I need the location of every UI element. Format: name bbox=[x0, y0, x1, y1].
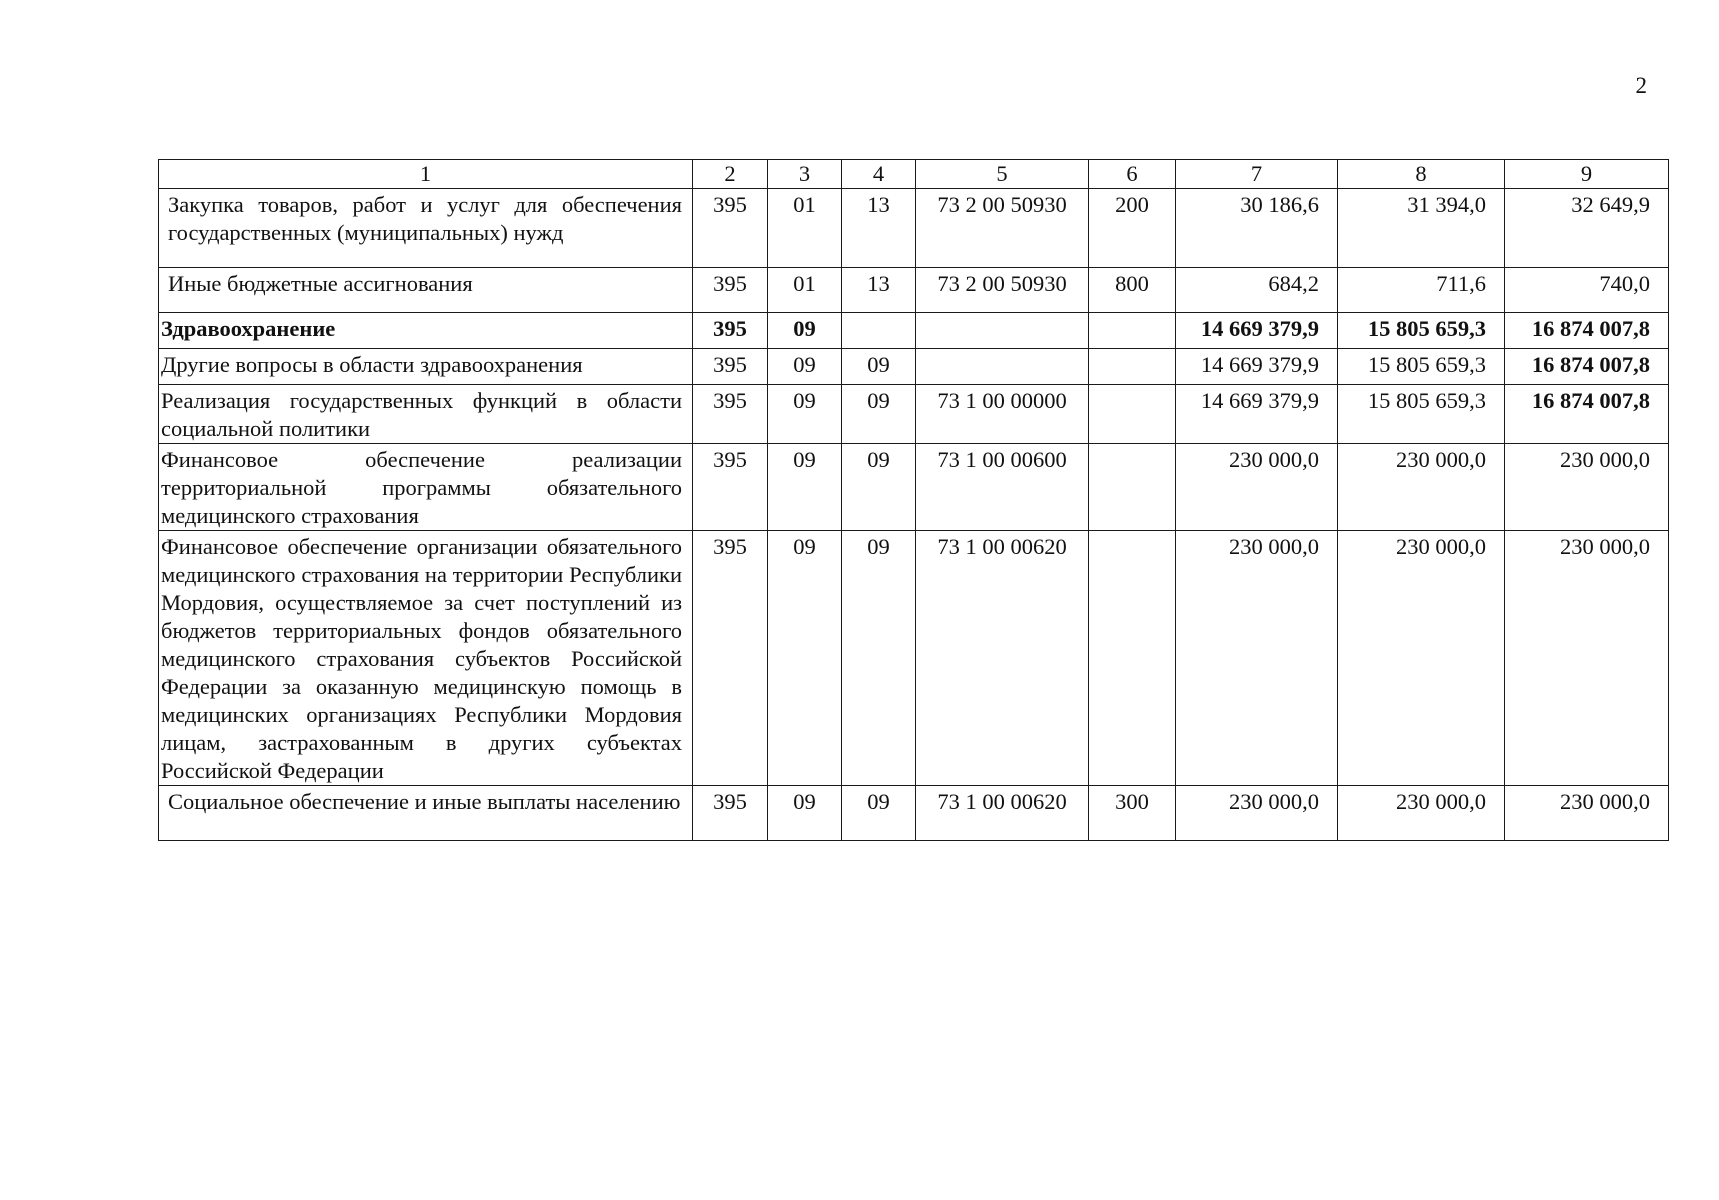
cell-ministry: 395 bbox=[693, 385, 768, 444]
header-cell-9: 9 bbox=[1505, 160, 1669, 189]
cell-amount-8: 230 000,0 bbox=[1338, 786, 1505, 841]
cell-expense-type: 300 bbox=[1089, 786, 1176, 841]
cell-amount-8: 230 000,0 bbox=[1338, 531, 1505, 786]
cell-amount-7: 230 000,0 bbox=[1176, 531, 1338, 786]
cell-ministry: 395 bbox=[693, 268, 768, 313]
cell-section: 09 bbox=[768, 444, 842, 531]
cell-amount-7: 30 186,6 bbox=[1176, 189, 1338, 268]
header-cell-3: 3 bbox=[768, 160, 842, 189]
cell-amount-8: 711,6 bbox=[1338, 268, 1505, 313]
cell-expense-type: 200 bbox=[1089, 189, 1176, 268]
cell-subsection: 09 bbox=[842, 444, 916, 531]
cell-amount-9: 16 874 007,8 bbox=[1505, 385, 1669, 444]
cell-ministry: 395 bbox=[693, 531, 768, 786]
row-name: Реализация государственных функций в области социальной политики bbox=[159, 385, 693, 444]
table-row bbox=[159, 786, 1669, 841]
header-cell-2: 2 bbox=[693, 160, 768, 189]
cell-expense-type bbox=[1089, 313, 1176, 349]
cell-subsection: 09 bbox=[842, 786, 916, 841]
cell-amount-9: 16 874 007,8 bbox=[1505, 313, 1669, 349]
cell-ministry: 395 bbox=[693, 786, 768, 841]
cell-amount-8: 31 394,0 bbox=[1338, 189, 1505, 268]
row-name: Другие вопросы в области здравоохранения bbox=[159, 349, 693, 385]
page-number: 2 bbox=[1635, 73, 1647, 98]
cell-section: 01 bbox=[768, 268, 842, 313]
header-cell-1: 1 bbox=[159, 160, 693, 189]
cell-section: 09 bbox=[768, 313, 842, 349]
cell-section: 09 bbox=[768, 349, 842, 385]
table-row bbox=[159, 531, 1669, 786]
cell-section: 01 bbox=[768, 189, 842, 268]
cell-amount-8: 15 805 659,3 bbox=[1338, 349, 1505, 385]
cell-expense-type bbox=[1089, 385, 1176, 444]
budget-table bbox=[158, 159, 1669, 841]
cell-target-article: 73 2 00 50930 bbox=[916, 189, 1089, 268]
cell-section: 09 bbox=[768, 531, 842, 786]
cell-amount-8: 230 000,0 bbox=[1338, 444, 1505, 531]
cell-amount-9: 740,0 bbox=[1505, 268, 1669, 313]
cell-ministry: 395 bbox=[693, 349, 768, 385]
header-cell-5: 5 bbox=[916, 160, 1089, 189]
cell-target-article: 73 1 00 00600 bbox=[916, 444, 1089, 531]
cell-amount-9: 32 649,9 bbox=[1505, 189, 1669, 268]
cell-target-article: 73 1 00 00620 bbox=[916, 786, 1089, 841]
cell-subsection: 13 bbox=[842, 268, 916, 313]
row-name: Финансовое обеспечение реализации территориальной программы обязательного медицинского страхования bbox=[159, 444, 693, 531]
cell-expense-type: 800 bbox=[1089, 268, 1176, 313]
table-row bbox=[159, 444, 1669, 531]
cell-subsection: 09 bbox=[842, 531, 916, 786]
row-name: Закупка товаров, работ и услуг для обеспечения государственных (муниципальных) нужд bbox=[159, 189, 693, 268]
cell-expense-type bbox=[1089, 444, 1176, 531]
cell-ministry: 395 bbox=[693, 444, 768, 531]
cell-amount-8: 15 805 659,3 bbox=[1338, 313, 1505, 349]
cell-amount-9: 16 874 007,8 bbox=[1505, 349, 1669, 385]
cell-ministry: 395 bbox=[693, 189, 768, 268]
cell-amount-7: 230 000,0 bbox=[1176, 786, 1338, 841]
header-row bbox=[159, 160, 1669, 189]
cell-amount-7: 684,2 bbox=[1176, 268, 1338, 313]
cell-subsection: 09 bbox=[842, 349, 916, 385]
header-cell-8: 8 bbox=[1338, 160, 1505, 189]
cell-amount-9: 230 000,0 bbox=[1505, 531, 1669, 786]
cell-amount-9: 230 000,0 bbox=[1505, 444, 1669, 531]
cell-target-article bbox=[916, 313, 1089, 349]
cell-expense-type bbox=[1089, 349, 1176, 385]
cell-section: 09 bbox=[768, 786, 842, 841]
row-name: Здравоохранение bbox=[159, 313, 693, 349]
cell-amount-9: 230 000,0 bbox=[1505, 786, 1669, 841]
header-cell-4: 4 bbox=[842, 160, 916, 189]
table-row bbox=[159, 385, 1669, 444]
cell-subsection: 09 bbox=[842, 385, 916, 444]
cell-subsection: 13 bbox=[842, 189, 916, 268]
cell-amount-7: 14 669 379,9 bbox=[1176, 313, 1338, 349]
cell-amount-7: 230 000,0 bbox=[1176, 444, 1338, 531]
cell-subsection bbox=[842, 313, 916, 349]
cell-target-article: 73 1 00 00000 bbox=[916, 385, 1089, 444]
row-name: Социальное обеспечение и иные выплаты населению bbox=[159, 786, 693, 841]
header-cell-6: 6 bbox=[1089, 160, 1176, 189]
cell-ministry: 395 bbox=[693, 313, 768, 349]
cell-section: 09 bbox=[768, 385, 842, 444]
cell-target-article: 73 2 00 50930 bbox=[916, 268, 1089, 313]
table-row bbox=[159, 349, 1669, 385]
row-name: Иные бюджетные ассигнования bbox=[159, 268, 693, 313]
cell-amount-7: 14 669 379,9 bbox=[1176, 385, 1338, 444]
cell-amount-8: 15 805 659,3 bbox=[1338, 385, 1505, 444]
header-cell-7: 7 bbox=[1176, 160, 1338, 189]
table-row bbox=[159, 313, 1669, 349]
cell-expense-type bbox=[1089, 531, 1176, 786]
row-name: Финансовое обеспечение организации обязательного медицинского страхования на территории Республики Мордовия, осуществляемое за счет поступлений из бюджетов территориальных фондов обязательного медицинского страхования субъектов Российской Федерации за оказанную медицинскую помощь в медицинских организациях Республики Мордовия лицам, застрахованным в других субъектах Российской Федерации bbox=[159, 531, 693, 786]
table-row bbox=[159, 189, 1669, 268]
cell-target-article bbox=[916, 349, 1089, 385]
table-row bbox=[159, 268, 1669, 313]
cell-amount-7: 14 669 379,9 bbox=[1176, 349, 1338, 385]
cell-target-article: 73 1 00 00620 bbox=[916, 531, 1089, 786]
